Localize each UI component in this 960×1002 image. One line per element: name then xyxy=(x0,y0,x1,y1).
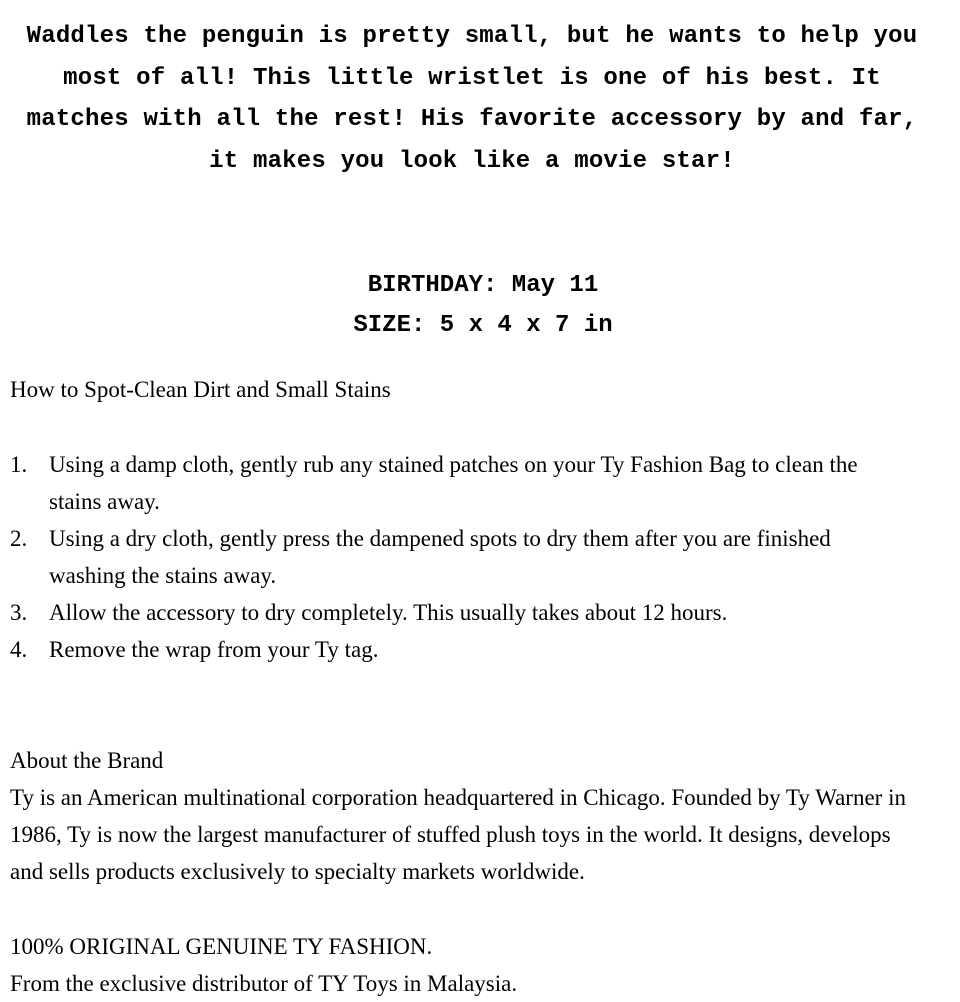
product-specs xyxy=(0,266,960,346)
care-step-text: Using a dry cloth, gently press the dampened spots to dry them after you are finished washing the stains away. xyxy=(49,526,831,588)
care-step-number: 3. xyxy=(10,600,28,625)
care-step-number: 1. xyxy=(10,452,28,477)
product-poem: Waddles the penguin is pretty small, but he wants to help you most of all! This little wristlet is one of his best. It matches with all the rest! His favorite accessory by and far, it makes you look like a movie star! xyxy=(26,23,918,175)
care-steps-list xyxy=(10,446,910,668)
care-step-text: Using a damp cloth, gently rub any stained patches on your Ty Fashion Bag to clean the stains away. xyxy=(49,452,858,514)
care-step-number: 4. xyxy=(10,637,28,662)
genuine-notice: 100% ORIGINAL GENUINE TY FASHION. xyxy=(10,934,433,959)
about-brand-text: Ty is an American multinational corporation headquartered in Chicago. Founded by Ty Warner in 1986, Ty is now the largest manufacturer of stuffed plush toys in the world. It designs, develops and sells products exclusively to specialty markets worldwide. xyxy=(10,785,906,884)
care-instructions-title: How to Spot-Clean Dirt and Small Stains xyxy=(10,377,391,402)
care-step-text: Allow the accessory to dry completely. This usually takes about 12 hours. xyxy=(49,600,728,625)
care-step xyxy=(10,446,910,520)
care-step xyxy=(10,594,910,631)
about-brand-title: About the Brand xyxy=(10,748,164,773)
care-step xyxy=(10,631,910,668)
care-step-text: Remove the wrap from your Ty tag. xyxy=(49,637,379,662)
size-line: SIZE: 5 x 4 x 7 in xyxy=(353,312,613,339)
care-step-number: 2. xyxy=(10,526,28,551)
distributor-notice: From the exclusive distributor of TY Toys in Malaysia. xyxy=(10,971,518,996)
birthday-line: BIRTHDAY: May 11 xyxy=(367,272,599,299)
care-step xyxy=(10,520,910,594)
